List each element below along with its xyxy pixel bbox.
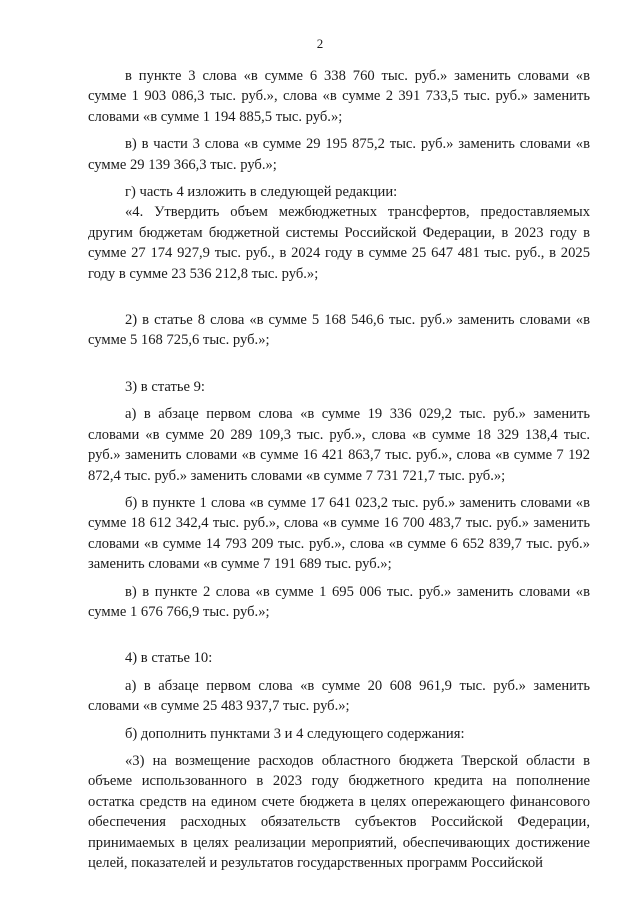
paragraph-part-3-amendment: в) в части 3 слова «в сумме 29 195 875,2 тыс. руб.» заменить словами «в сумме 29 139 366,3 тыс. руб.»; — [88, 136, 590, 173]
paragraph-article-9-c: в) в пункте 2 слова «в сумме 1 695 006 тыс. руб.» заменить словами «в сумме 1 676 766,9 тыс. руб.»; — [88, 583, 590, 620]
paragraph-article-10-a: а) в абзаце первом слова «в сумме 20 608 961,9 тыс. руб.» заменить словами «в сумме 25 483 937,7 тыс. руб.»; — [88, 677, 590, 715]
paragraph-article-8: 2) в статье 8 слова «в сумме 5 168 546,6 тыс. руб.» заменить словами «в сумме 5 168 725,6 тыс. руб.»; — [88, 312, 590, 349]
paragraph-article-10-point-3: «3) на возмещение расходов областного бюджета Тверской области в объеме использованного в 2023 году бюджетного кредита на пополнение остатка средств на едином счете бюджета в целях опережающего финансового обеспечения расходных обязательств субъектов Российской Федерации, принимаемых в целях реализации мероприятий, обеспечивающих достижение целей, показателей и результатов государственных программ Российской — [88, 752, 590, 871]
page-number: 2 — [316, 36, 324, 51]
paragraph-article-9-heading: 3) в статье 9: — [125, 378, 205, 395]
paragraph-part-4-intro: г) часть 4 изложить в следующей редакции: — [125, 184, 398, 201]
paragraph-part-4-text: «4. Утвердить объем межбюджетных трансфертов, предоставляемых другим бюджетам бюджетной системы Российской Федерации, в 2023 году в сумме 27 174 927,9 тыс. руб., в 2024 году в сумме 25 647 481 тыс. руб., в 2025 году в сумме 23 536 212,8 тыс. руб.»; — [88, 204, 590, 282]
document-body — [88, 66, 590, 873]
paragraph-item-3-amendment: в пункте 3 слова «в сумме 6 338 760 тыс. руб.» заменить словами «в сумме 1 903 086,3 тыс. руб.», слова «в сумме 2 391 733,5 тыс. руб.» заменить словами «в сумме 1 194 885,5 тыс. руб.»; — [88, 68, 590, 125]
paragraph-article-10-b: б) дополнить пунктами 3 и 4 следующего содержания: — [125, 725, 465, 742]
paragraph-article-9-b: б) в пункте 1 слова «в сумме 17 641 023,2 тыс. руб.» заменить словами «в сумме 18 612 342,4 тыс. руб.», слова «в сумме 16 700 483,7 тыс. руб.» заменить словами «в сумме 14 793 209 тыс. руб.», слова «в сумме 6 652 839,7 тыс. руб.» заменить словами «в сумме 7 191 689 тыс. руб.»; — [88, 494, 590, 573]
paragraph-article-9-a: а) в абзаце первом слова «в сумме 19 336 029,2 тыс. руб.» заменить словами «в сумме 20 289 109,3 тыс. руб.», слова «в сумме 18 329 138,4 тыс. руб.» заменить словами «в сумме 16 421 863,7 тыс. руб.», слова «в сумме 7 192 872,4 тыс. руб.» заменить словами «в сумме 7 731 721,7 тыс. руб.»; — [88, 406, 590, 484]
paragraph-article-10-heading: 4) в статье 10: — [125, 650, 213, 667]
